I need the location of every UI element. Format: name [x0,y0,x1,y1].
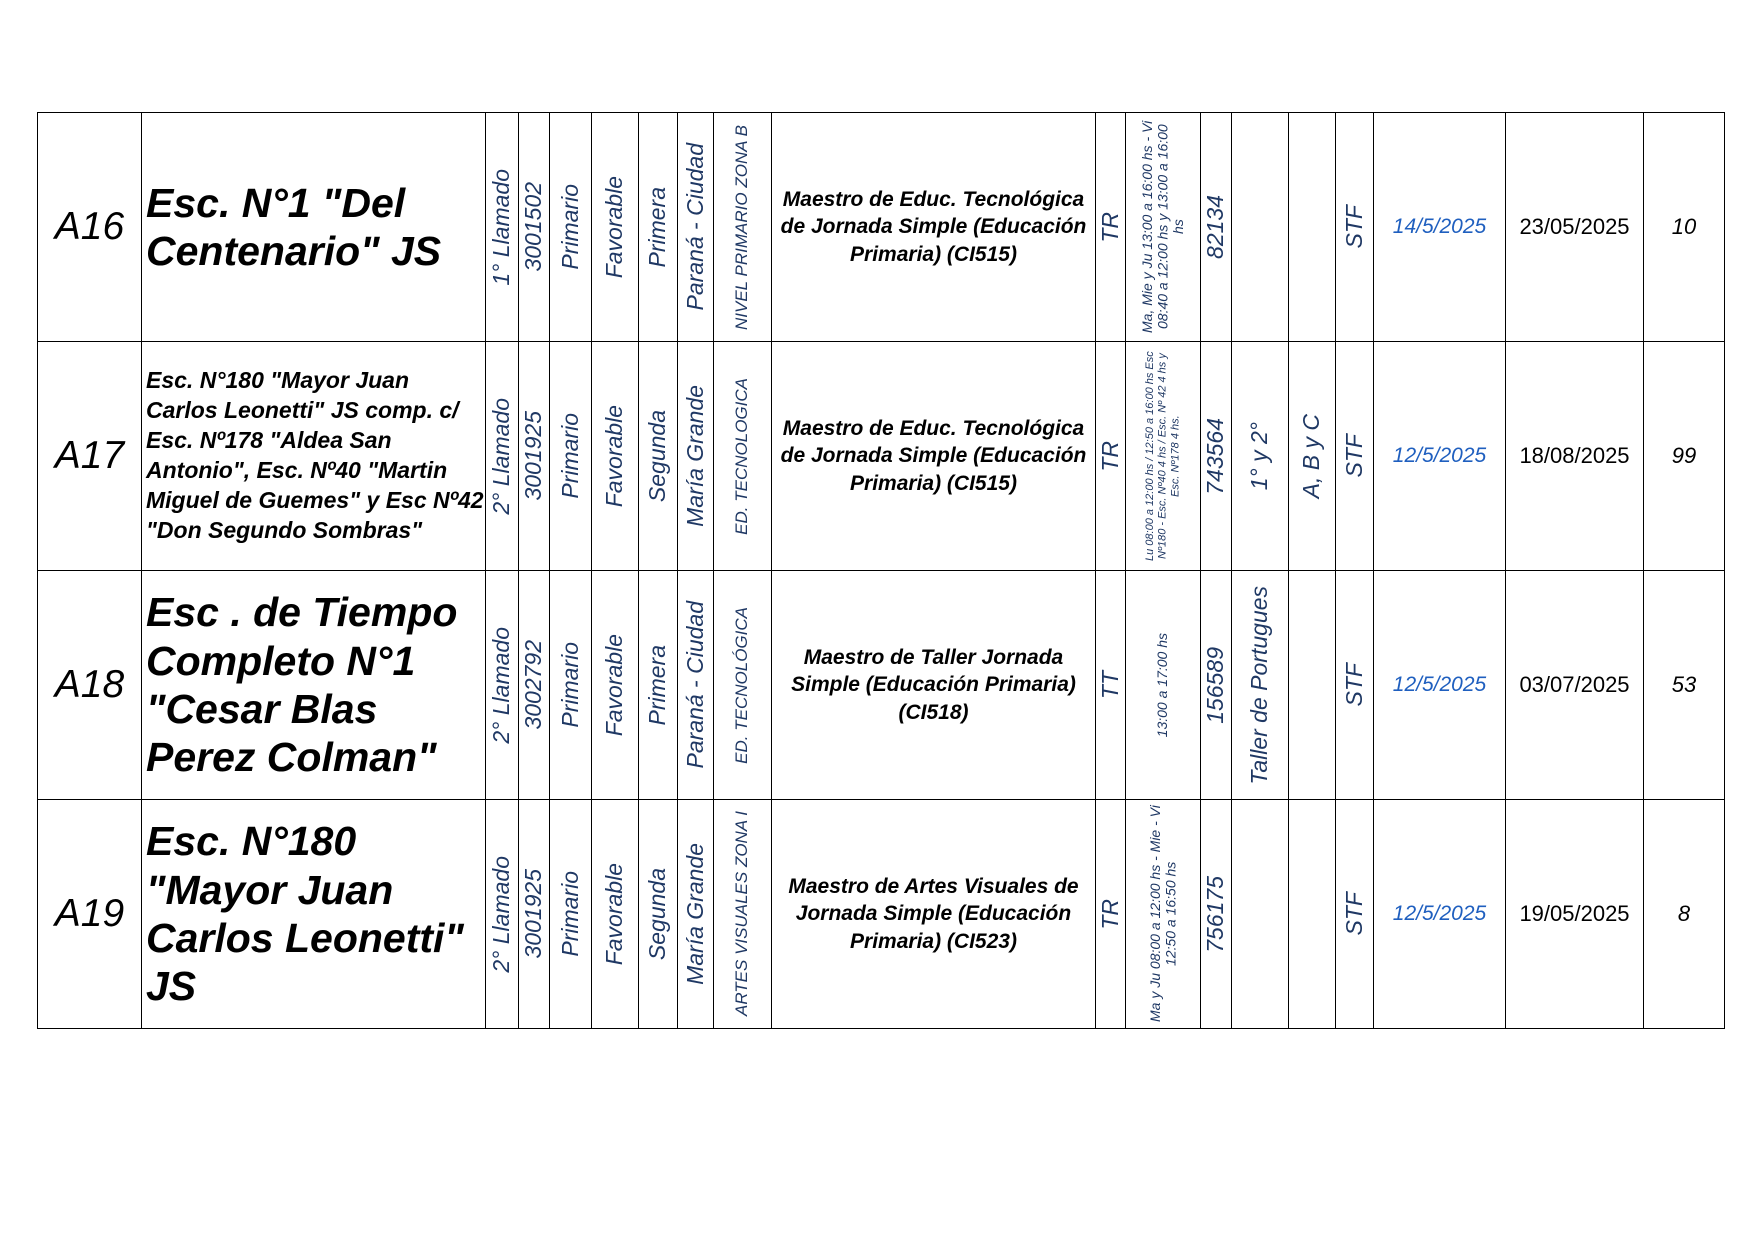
llamado: 2° Llamado [488,626,515,744]
cargo: Maestro de Artes Visuales de Jornada Simple (Educación Primaria) (CI523) [772,800,1096,1029]
area: NIVEL PRIMARIO ZONA B [732,124,752,330]
zona-tipo-cell [592,571,639,800]
curso: Taller de Portugues [1246,585,1273,785]
school-name: Esc. N°1 "Del Centenario" JS [142,113,486,342]
numero-cell [1201,113,1232,342]
nivel-cell [550,342,592,571]
llamado-cell [486,113,519,342]
categoria-cell [639,800,678,1029]
area: ED. TECNOLOGICA [732,377,752,535]
cue: 3002792 [520,640,547,730]
area: ARTES VISUALES ZONA I [732,811,752,1017]
area-cell [714,113,772,342]
tipo: STF [1340,205,1367,249]
row-code: A17 [38,342,142,571]
localidad: María Grande [681,385,708,527]
horario-cell [1126,113,1201,342]
horario: Lu 08:00 a 12:00 hs / 12:50 a 16:00 hs Esc Nº180 - Esc. Nº40 4 hs / Esc. Nº 42 4 hs y Esc. Nº178 4 hs. [1144,351,1182,561]
numero: 743564 [1202,417,1229,495]
cargo: Maestro de Educ. Tecnológica de Jornada Simple (Educación Primaria) (CI515) [772,342,1096,571]
zona-tipo: Favorable [601,404,628,508]
cargo: Maestro de Taller Jornada Simple (Educación Primaria) (CI518) [772,571,1096,800]
curso-cell [1232,800,1289,1029]
tipo-cell [1336,113,1374,342]
division: A, B y C [1298,413,1325,499]
nivel-cell [550,113,592,342]
categoria: Segunda [644,409,671,503]
table-row [38,571,1725,800]
nivel: Primario [556,184,583,270]
localidad-cell [678,113,714,342]
zona-tipo-cell [592,113,639,342]
horario: Ma y Ju 08:00 a 12:00 hs - Mie - Vi 12:50 a 16:50 hs [1146,805,1178,1023]
cue-cell [519,800,550,1029]
horario-cell [1126,800,1201,1029]
horario-cell [1126,571,1201,800]
horario: Ma, Mie y Ju 13:00 a 16:00 hs - Vi 08:40 a 12:00 hs y 13:00 a 16:00 hs [1138,120,1186,334]
tipo-cell [1336,800,1374,1029]
fecha-desde: 12/5/2025 [1374,571,1506,800]
categoria-cell [639,113,678,342]
horario: 13:00 a 17:00 hs [1154,632,1171,738]
row-code: A18 [38,571,142,800]
row-code: A19 [38,800,142,1029]
division-cell [1289,800,1336,1029]
nivel: Primario [556,871,583,957]
categoria: Primera [644,186,671,268]
table-row [38,342,1725,571]
cue-cell [519,342,550,571]
situacion: TT [1096,670,1123,700]
area-cell [714,800,772,1029]
situacion-cell [1096,571,1126,800]
numero: 756175 [1202,875,1229,953]
horario-cell [1126,342,1201,571]
zona-tipo-cell [592,800,639,1029]
numero: 82134 [1202,195,1229,259]
cue-cell [519,113,550,342]
division-cell [1289,571,1336,800]
numero-cell [1201,800,1232,1029]
localidad: María Grande [681,843,708,985]
numero-cell [1201,571,1232,800]
llamado-cell [486,342,519,571]
tipo: STF [1340,663,1367,707]
llamado: 2° Llamado [488,855,515,973]
categoria: Primera [644,644,671,726]
categoria: Segunda [644,867,671,961]
curso: 1° y 2° [1246,421,1273,491]
fecha-desde: 14/5/2025 [1374,113,1506,342]
categoria-cell [639,571,678,800]
situacion-cell [1096,342,1126,571]
zona-tipo: Favorable [601,633,628,737]
school-name: Esc. N°180 "Mayor Juan Carlos Leonetti" JS comp. c/ Esc. Nº178 "Aldea San Antonio", Esc. Nº40 "Martin Miguel de Guemes" y Esc Nº42 "Don Segundo Sombras" [142,342,486,571]
nivel-cell [550,800,592,1029]
table-row [38,800,1725,1029]
llamado-cell [486,571,519,800]
school-name: Esc. N°180 "Mayor Juan Carlos Leonetti" JS [142,800,486,1029]
localidad: Paraná - Ciudad [681,601,708,769]
fecha-desde: 12/5/2025 [1374,342,1506,571]
table-row [38,113,1725,342]
area-cell [714,571,772,800]
area: ED. TECNOLÓGICA [732,606,752,764]
school-name: Esc . de Tiempo Completo N°1 "Cesar Blas Perez Colman" [142,571,486,800]
tipo-cell [1336,571,1374,800]
fecha-hasta: 03/07/2025 [1506,571,1644,800]
nivel: Primario [556,642,583,728]
tipo-cell [1336,342,1374,571]
cue-cell [519,571,550,800]
row-code: A16 [38,113,142,342]
situacion-cell [1096,800,1126,1029]
situacion: TR [1096,440,1123,472]
dias: 53 [1644,571,1725,800]
cue: 3001502 [520,182,547,272]
nivel-cell [550,571,592,800]
zona-tipo-cell [592,342,639,571]
numero-cell [1201,342,1232,571]
fecha-desde: 12/5/2025 [1374,800,1506,1029]
curso-cell [1232,571,1289,800]
categoria-cell [639,342,678,571]
tipo: STF [1340,434,1367,478]
numero: 156589 [1202,646,1229,724]
cue: 3001925 [520,869,547,959]
llamado-cell [486,800,519,1029]
fecha-hasta: 18/08/2025 [1506,342,1644,571]
curso-cell [1232,342,1289,571]
localidad-cell [678,342,714,571]
situacion: TR [1096,211,1123,243]
zona-tipo: Favorable [601,862,628,966]
tipo: STF [1340,892,1367,936]
dias: 99 [1644,342,1725,571]
fecha-hasta: 19/05/2025 [1506,800,1644,1029]
localidad-cell [678,571,714,800]
cargo: Maestro de Educ. Tecnológica de Jornada Simple (Educación Primaria) (CI515) [772,113,1096,342]
llamado: 1° Llamado [488,168,515,286]
area-cell [714,342,772,571]
situacion-cell [1096,113,1126,342]
zona-tipo: Favorable [601,175,628,279]
localidad-cell [678,800,714,1029]
llamado: 2° Llamado [488,397,515,515]
situacion: TR [1096,898,1123,930]
nivel: Primario [556,413,583,499]
division-cell [1289,113,1336,342]
curso-cell [1232,113,1289,342]
vacancy-table [37,112,1725,1029]
dias: 10 [1644,113,1725,342]
fecha-hasta: 23/05/2025 [1506,113,1644,342]
dias: 8 [1644,800,1725,1029]
cue: 3001925 [520,411,547,501]
division-cell [1289,342,1336,571]
localidad: Paraná - Ciudad [681,143,708,311]
